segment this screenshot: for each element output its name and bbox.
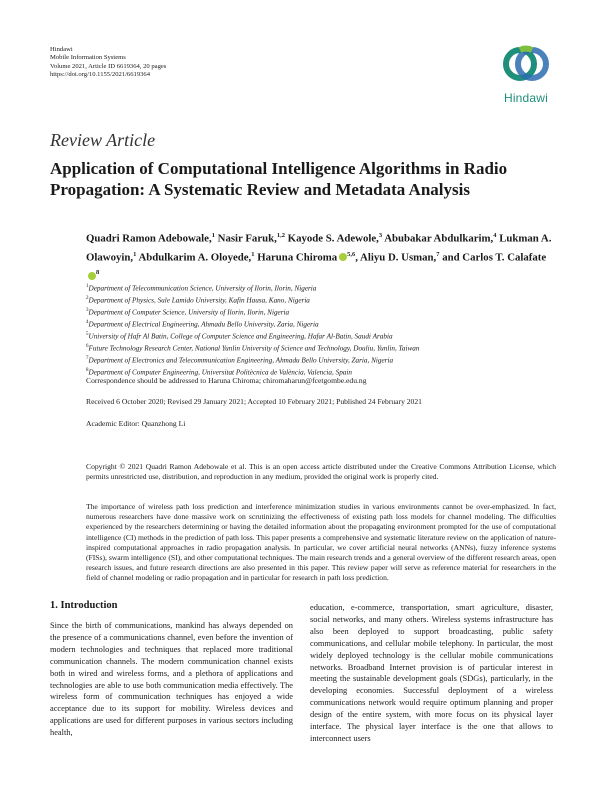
author-affiliation-marker: 1 (251, 250, 255, 258)
author-affiliation-marker: 1 (211, 232, 215, 239)
affiliation-item: $^1$Department of Telecommunication Science, University of Ilorin, Ilorin, Nigeria (86, 284, 317, 293)
affiliation-item: $^2$Department of Physics, Sule Lamido University, Kafin Hausa, Kano, Nigeria (86, 295, 310, 305)
author-affiliation-marker: 1,2 (276, 232, 285, 239)
author-affiliation-marker: 8 (96, 269, 100, 277)
abstract: The importance of wireless path loss prediction and interference minimization studies in various environments cannot be over-emphasized. In fact, numerous researchers have done massive work on scrutinizing the effectiveness of existing path loss models for channel modeling. The difficulties experienced by the researchers determining or having the detailed information about the propagating environment prompted for the use of computational intelligence (CI) methods in the prediction of path loss. This paper presents a comprehensive and systematic literature review on the application of nature-inspired computational approaches in radio propagation analysis. In particular, we cover artificial neural networks (ANNs), fuzzy inference systems (FISs), swarm intelligence (SI), and other computational techniques. The main research trends and a general overview of the different research areas, open research issues, and future research directions are also presented in this paper. This review paper will serve as reference material for researchers in the field of channel modeling or radio propagation and in particular for research in path loss prediction. (86, 502, 556, 583)
author-affiliation-marker: 7 (436, 250, 440, 258)
author-affiliation-marker: 1 (133, 250, 137, 258)
affiliation-item: $^7$Department of Electronics and Telecommunication Engineering, Ahmadu Bello University, Zaria, Nigeria (86, 355, 394, 365)
author-affiliation-marker: 5,6 (347, 250, 356, 258)
author-name: Abubakar Abdulkarim, (384, 232, 494, 245)
affiliation-item: $^3$Department of Computer Science, University of Ilorin, Ilorin, Nigeria (86, 307, 290, 317)
orcid-icon[interactable] (88, 272, 96, 280)
journal-volume: Volume 2021, Article ID 6619364, 20 pages (50, 62, 167, 70)
affiliation-item: $^5$University of Hafr Al Batin, College of Computer Science and Engineering, Hafar Al-Batin, Saudi Arabia (86, 331, 393, 341)
author-name: and Carlos T. Calafate (442, 251, 547, 264)
affiliation-item: $^8$Department of Computer Engineering, Universitat Politècnica de València, Valencia, Spain (86, 367, 352, 377)
article-type: Review Article (50, 130, 156, 150)
article-dates: Received 6 October 2020; Revised 29 January 2021; Accepted 10 February 2021; Published 24 February 2021 (86, 397, 422, 406)
copyright-notice: Copyright © 2021 Quadri Ramon Adebowale et al. This is an open access article distributed under the Creative Commons Attribution License, which permits unrestricted use, distribution, and reproduction in any medium, provided the original work is properly cited. (86, 462, 556, 482)
journal-publisher: Hindawi (50, 46, 73, 53)
journal-name: Mobile Information Systems (50, 54, 126, 62)
logo-text: Hindawi (503, 91, 549, 105)
section-heading: 1. Introduction (50, 600, 118, 611)
page-title: Application of Computational Intelligence Algorithms in Radio Propagation: A Systematic Review and Metadata Analysis (50, 159, 508, 199)
author-affiliation-marker: 3 (378, 232, 383, 239)
author-list: Quadri Ramon Adebowale,$^1$ Nasir Faruk,$^{1,2}$ Kayode S. Adewole,$^3$ Abubakar Abdulkarim,$^4$ Lukman A. Olawoyin,$^1$ Abdulkarim A. Oloyede,$^1$ Haruna Chiroma $^{5,6}$, Aliyu D. Usman,$^7$ and Carlos T. Calafate$^8$ (86, 228, 556, 284)
author-name: Aliyu D. Usman, (360, 251, 437, 264)
body-column-right: education, e-commerce, transportation, smart agriculture, disaster, social networks, and many others. Wireless systems infrastructure has also been deployed to support broadcasting, public safety communications, and cellular mobile telephony. In particular, the most widely deployed technology is the cellular mobile communications networks. Broadband Internet provision is of particular interest in meeting the sustainable development goals (SDGs), particularly, in the developing economies. Successful deployment of a wireless communications network would require optimum planning and proper design of the entire system, with more focus on its physical layer interface. The physical layer interface is the one that allows to interconnect users (310, 603, 553, 743)
affiliation-item: $^6$Future Technology Research Center, National Yunlin University of Science and Technology, Douliu, Yunlin, Taiwan (86, 343, 420, 353)
hindawi-logo-icon (500, 44, 552, 84)
author-name: Quadri Ramon Adebowale, (86, 232, 212, 245)
author-name: Haruna Chiroma (257, 251, 338, 264)
author-name: Abdulkarim A. Oloyede, (138, 251, 252, 264)
author-name: Kayode S. Adewole, (287, 232, 379, 245)
hindawi-logo (496, 44, 556, 116)
affiliation-list (86, 282, 556, 378)
correspondence: Correspondence should be addressed to Haruna Chiroma; chiromaharun@fcetgombe.edu.ng (86, 376, 367, 385)
journal-doi[interactable]: https://doi.org/10.1155/2021/6619364 (50, 71, 151, 79)
body-column-left: Since the birth of communications, mankind has always depended on the presence of a communications channel, even before the invention of modern technologies and techniques that replaced more traditional communication channels. The modern communication channel exists both in wired and wireless forms, and a plethora of applications and technologies are able to use both communication media effectively. The wireless form of communication techniques has enjoyed a wide acceptance due to its support for mobility. Wireless devices and applications are used for different purposes in various sectors including health, (50, 621, 293, 738)
orcid-icon[interactable] (339, 253, 347, 261)
author-name: Nasir Faruk, (217, 232, 277, 245)
author-affiliation-marker: 4 (493, 232, 497, 239)
affiliation-item: $^4$Department of Electrical Engineering, Ahmadu Bello University, Zaria, Nigeria (86, 319, 319, 329)
author-name: Lukman A. Olawoyin, (86, 232, 552, 264)
journal-info (50, 46, 166, 80)
academic-editor: Academic Editor: Quanzhong Li (86, 419, 186, 428)
